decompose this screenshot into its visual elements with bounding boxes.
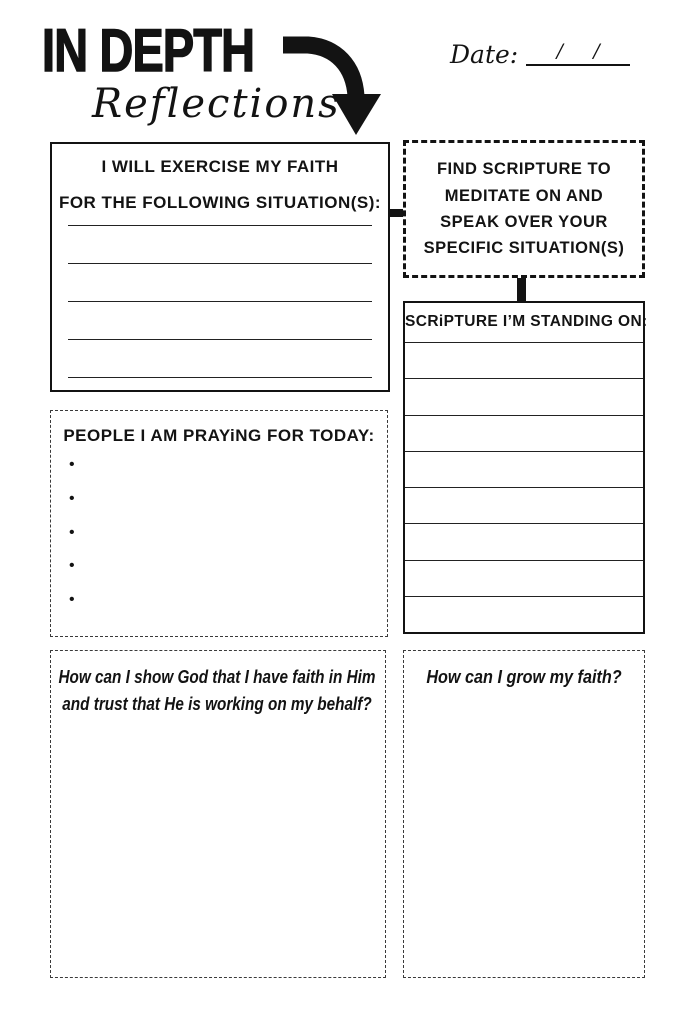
date-input-line[interactable] xyxy=(526,40,630,66)
bullet-list-item[interactable] xyxy=(69,491,367,525)
writing-line[interactable] xyxy=(405,342,643,378)
faith-situations-title-line2: FOR THE FOLLOWING SITUATION(S): xyxy=(58,192,382,212)
people-praying-title: PEOPLE I AM PRAYiNG FOR TODAY: xyxy=(63,426,375,445)
writing-line[interactable] xyxy=(68,226,372,264)
show-faith-question-box xyxy=(50,650,386,978)
writing-line[interactable] xyxy=(68,302,372,340)
answer-area[interactable] xyxy=(408,707,640,973)
page-title: IN DEPTH xyxy=(42,17,255,84)
show-faith-question: How can I show God that I have faith in Him and trust that He is working on my behalf? xyxy=(58,667,376,714)
curved-arrow-icon xyxy=(276,30,388,140)
bullet-list-item[interactable] xyxy=(69,558,367,592)
writing-line[interactable] xyxy=(405,560,643,596)
writing-line[interactable] xyxy=(68,340,372,378)
scripture-prompt-box xyxy=(403,140,645,278)
bullet-icon: • xyxy=(69,591,75,609)
connector-line-vertical xyxy=(517,276,526,303)
writing-line[interactable] xyxy=(405,523,643,559)
bullet-icon: • xyxy=(69,523,75,541)
faith-situations-box xyxy=(50,142,390,392)
bullet-icon: • xyxy=(69,489,75,507)
grow-faith-question: How can I grow my faith? xyxy=(426,667,622,687)
writing-line[interactable] xyxy=(405,596,643,632)
bullet-list-item[interactable] xyxy=(69,457,367,491)
scripture-standing-box xyxy=(403,301,648,634)
bullet-icon: • xyxy=(69,557,75,575)
grow-faith-question-box xyxy=(403,650,645,978)
date-separator: / xyxy=(556,40,564,63)
faith-situations-title-line1: I WILL EXERCISE MY FAITH xyxy=(101,157,339,176)
date-label: Date: xyxy=(450,40,519,69)
page-subtitle: Reflections xyxy=(92,81,341,127)
bullet-icon: • xyxy=(69,456,75,473)
scripture-prompt-text: FIND SCRIPTURE TO MEDITATE ON AND SPEAK OVER YOUR SPECIFIC SITUATION(S) xyxy=(423,160,625,258)
writing-line[interactable] xyxy=(68,188,372,226)
writing-line[interactable] xyxy=(405,487,643,523)
bullet-list-item[interactable] xyxy=(69,592,367,626)
date-field xyxy=(450,40,630,69)
writing-line[interactable] xyxy=(405,415,643,451)
people-praying-box xyxy=(50,410,388,637)
writing-line[interactable] xyxy=(68,264,372,302)
scripture-standing-title: SCRiPTURE I’M STANDING ON: xyxy=(405,313,648,330)
writing-line[interactable] xyxy=(405,451,643,487)
writing-line[interactable] xyxy=(405,378,643,414)
answer-area[interactable] xyxy=(55,731,381,973)
bullet-list-item[interactable] xyxy=(69,525,367,559)
date-separator: / xyxy=(593,40,600,63)
